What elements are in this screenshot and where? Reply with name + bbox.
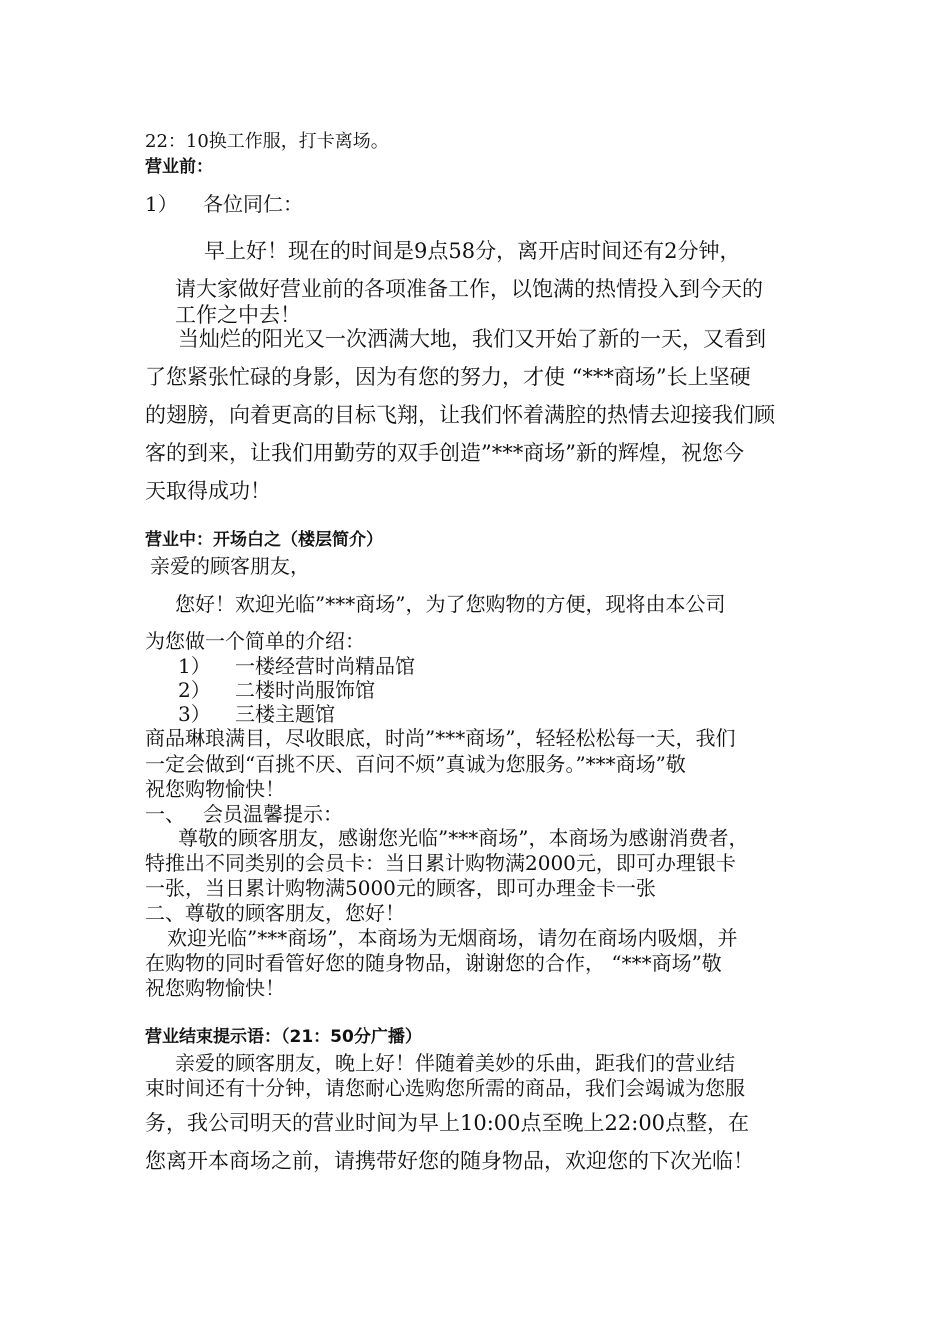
- paragraph-line: 欢迎光临”***商场”，本商场为无烟商场，请勿在商场内吸烟，并: [167, 926, 738, 950]
- paragraph-line: 一定会做到“百挑不厌、百问不烦”真诚为您服务。”***商场”敬: [145, 752, 686, 776]
- paragraph-line: 务，我公司明天的营业时间为早上10:00点至晚上22:00点整，在: [145, 1111, 750, 1135]
- tip-title-member: 会员温馨提示：: [203, 802, 343, 826]
- tip-number: 一、: [145, 802, 185, 826]
- paragraph-line: 您好！欢迎光临”***商场”，为了您购物的方便，现将由本公司: [175, 592, 726, 616]
- paragraph-line: 一张，当日累计购物满5000元的顾客，即可办理金卡一张: [145, 876, 656, 900]
- paragraph-line: 束时间还有十分钟，请您耐心选购您所需的商品，我们会竭诚为您服: [145, 1076, 745, 1100]
- paragraph-line: 当灿烂的阳光又一次洒满大地，我们又开始了新的一天，又看到: [178, 327, 766, 351]
- paragraph-line: 祝您购物愉快！: [145, 976, 285, 1000]
- paragraph-line: 特推出不同类别的会员卡：当日累计购物满2000元，即可办理银卡: [145, 851, 736, 875]
- floor-description: 三楼主题馆: [235, 702, 335, 726]
- paragraph-line: 您离开本商场之前，请携带好您的随身物品，欢迎您的下次光临！: [145, 1149, 754, 1173]
- section-heading-during-business: 营业中：开场白之（楼层简介）: [145, 530, 383, 550]
- floor-description: 一楼经营时尚精品馆: [235, 654, 415, 678]
- floor-number: 3）: [178, 702, 211, 726]
- paragraph-line: 祝您购物愉快！: [145, 777, 285, 801]
- paragraph-line: 天取得成功！: [145, 479, 271, 503]
- greeting: 亲爱的顾客朋友，: [150, 554, 310, 578]
- tip-title-no-smoking: 二、尊敬的顾客朋友，您好！: [145, 901, 405, 925]
- floor-number: 2）: [178, 678, 211, 702]
- paragraph-line: 客的到来，让我们用勤劳的双手创造”***商场”新的辉煌，祝您今: [145, 441, 744, 465]
- paragraph-line: 请大家做好营业前的各项准备工作，以饱满的热情投入到今天的: [175, 277, 763, 301]
- floor-number: 1）: [178, 654, 211, 678]
- salutation: 各位同仁：: [203, 192, 303, 216]
- section-heading-before-opening: 营业前：: [145, 157, 213, 177]
- paragraph-line: 早上好！现在的时间是9点58分，离开店时间还有2分钟，: [204, 239, 741, 263]
- paragraph-line: 亲爱的顾客朋友，晚上好！伴随着美妙的乐曲，距我们的营业结: [175, 1051, 735, 1075]
- list-number: 1）: [145, 192, 178, 216]
- paragraph-line: 为您做一个简单的介绍：: [145, 629, 365, 653]
- paragraph-line: 尊敬的顾客朋友，感谢您光临”***商场”，本商场为感谢消费者，: [178, 826, 749, 850]
- paragraph-line: 在购物的同时看管好您的随身物品，谢谢您的合作， “***商场”敬: [145, 951, 722, 975]
- paragraph-line: 工作之中去！: [175, 303, 301, 327]
- section-heading-closing: 营业结束提示语：（21：50分广播）: [145, 1027, 422, 1047]
- paragraph-line: 的翅膀，向着更高的目标飞翔，让我们怀着满腔的热情去迎接我们顾: [145, 403, 775, 427]
- paragraph-line: 了您紧张忙碌的身影，因为有您的努力，才使 “***商场”长上坚硬: [145, 365, 751, 389]
- paragraph-line: 商品琳琅满目，尽收眼底，时尚”***商场”，轻轻松松每一天，我们: [145, 726, 736, 750]
- end-of-shift-line: 22：10换工作服，打卡离场。: [145, 131, 389, 152]
- floor-description: 二楼时尚服饰馆: [235, 678, 375, 702]
